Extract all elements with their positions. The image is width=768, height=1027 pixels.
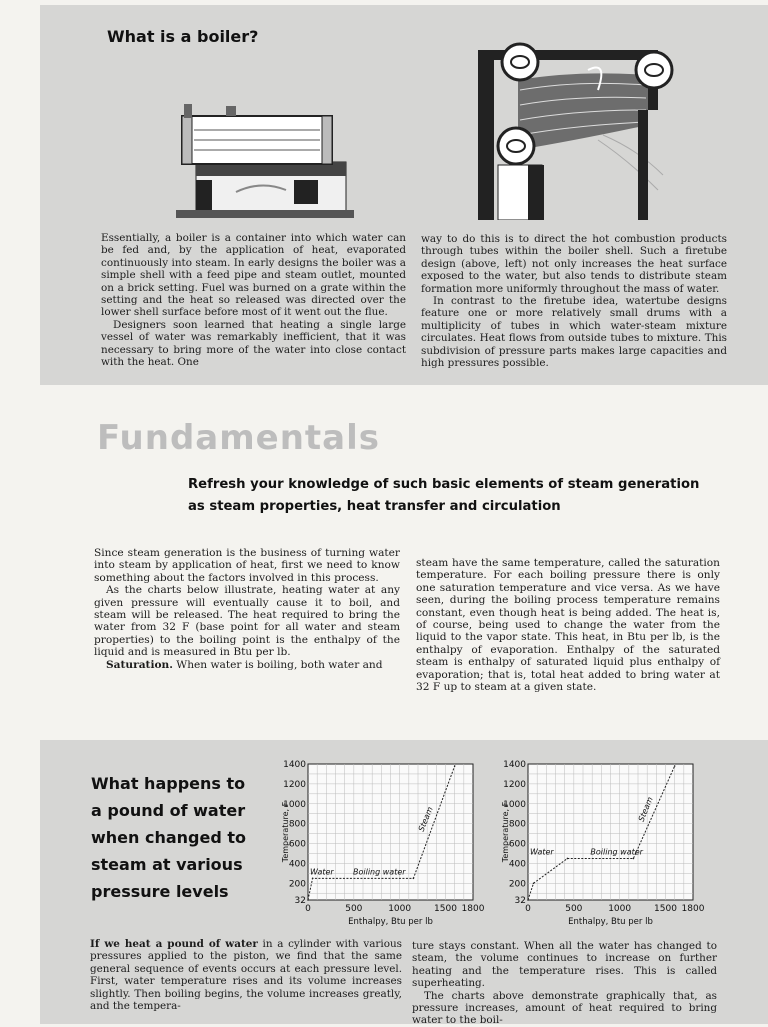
annotation-steam: Steam (416, 805, 435, 833)
paragraph: steam have the same temperature, called the saturation temperature. For each boiling pressure there is only one saturation temperature and vice versa. As we have seen, during the boiling process temperature remains constant, even though heat is being added. The heat is, of course, being used to change the water from the liquid to the vapor state. This heat, in Btu per lb, is the enthalpy of evaporation. Enthalpy of the saturated steam is enthalpy of saturated liquid plus enthalpy of evaporation; that is, total heat added to bring water at 32 F up to steam at a given state. (416, 557, 720, 694)
x-tick-label: 1000 (608, 904, 632, 914)
x-axis-label: Enthalpy, Btu per lb (348, 917, 433, 927)
fundamentals-title: Fundamentals (97, 418, 381, 458)
fundamentals-subtitle: Refresh your knowledge of such basic elements of steam generation as steam properties, heat transfer and circulation (188, 477, 700, 514)
paragraph: Essentially, a boiler is a container into which water can be fed and, by the application of heat, evaporated continuously into steam. In early designs the boiler was a simple shell with a feed pipe and steam outlet, mounted on a brick setting. Fuel was burned on a grate within the setting and the heat so released was directed over the lower shell surface before most of it went out the flue. (101, 232, 406, 319)
y-tick-label: 1400 (503, 760, 526, 770)
y-tick-label: 400 (288, 859, 306, 870)
x-tick-label: 1800 (461, 904, 485, 914)
y-tick-label: 400 (508, 859, 526, 870)
chart-pressure-2 (500, 758, 710, 928)
annotation-water: Water (310, 867, 334, 877)
boiler-heading: What is a boiler? (107, 27, 259, 46)
annotation-boiling-water: Boiling water (353, 867, 406, 877)
happens-heading: What happens to a pound of water when changed to steam at various pressure levels (91, 774, 247, 901)
x-tick-label: 1000 (388, 904, 412, 914)
data-point (413, 878, 415, 880)
y-tick-label: 800 (288, 819, 306, 830)
y-tick-label: 1000 (283, 799, 306, 810)
y-tick-label: 1200 (503, 779, 526, 790)
y-tick-label: 1400 (283, 760, 306, 770)
x-tick-label: 1500 (654, 904, 677, 914)
data-point (633, 858, 635, 860)
y-axis-label: Temperature, F (501, 801, 510, 863)
saturation-text: When water is boiling, both water and (172, 658, 383, 671)
fundamentals-text-right (416, 557, 720, 693)
paragraph: As the charts below illustrate, heating water at any given pressure will eventually cause it to boil, and steam will be released. The heat required to bring the water from 32 F (base point for all water and steam properties) to the boiling point is the enthalpy of the liquid and is measured in Btu per lb. (94, 584, 400, 659)
data-point (312, 878, 314, 880)
y-tick-label: 1000 (503, 799, 526, 810)
paragraph (90, 938, 402, 1012)
annotation-steam: Steam (636, 795, 655, 823)
y-tick-label: 1200 (283, 779, 306, 790)
paragraph: Designers soon learned that heating a single large vessel of water was remarkably inefficient, that it was necessary to bring more of the water into close contact with the heat. One (101, 318, 406, 369)
saturation-lead: Saturation. (106, 658, 173, 671)
happens-text-right (412, 940, 717, 1027)
watertube-boiler-illustration (478, 30, 678, 220)
x-tick-label: 500 (565, 904, 583, 914)
y-tick-label: 32 (514, 896, 526, 906)
data-point (533, 882, 535, 884)
x-tick-label: 1800 (681, 904, 705, 914)
y-tick-label: 200 (508, 879, 526, 890)
paragraph: Since steam generation is the business of turning water into steam by application of heat, first we need to know something about the factors involved in this process. (94, 547, 400, 584)
boiler-text-right (421, 233, 727, 369)
annotation-boiling-water: Boiling water (590, 847, 643, 857)
x-origin-label: 0 (305, 904, 311, 914)
paragraph: ture stays constant. When all the water has changed to steam, the volume continues to increase on further heating and the temperature rises. This is called superheating. (412, 940, 717, 990)
happens-text-left (90, 938, 402, 1012)
data-point (527, 899, 529, 901)
x-tick-label: 500 (345, 904, 363, 914)
y-tick-label: 600 (288, 839, 306, 850)
paragraph: way to do this is to direct the hot combustion products through tubes within the boiler shell. Such a firetube design (above, left) not only increases the heat surface exposed to the water, but also tends to distribute steam formation more uniformly throughout the mass of water. (421, 233, 727, 295)
y-axis-label: Temperature, F (281, 801, 290, 863)
paragraph: In contrast to the firetube idea, watertube designs feature one or more relatively small drums with a multiplicity of tubes in which water-steam mixture circulates. Heat flows from outside tubes to mixture. This subdivision of pressure parts makes large capacities and high pressures possible. (421, 295, 727, 370)
data-point (454, 765, 456, 767)
data-point (674, 765, 676, 767)
happens-lead: If we heat a pound of water (90, 938, 258, 950)
happens-left-text: in a cylinder with various pressures applied to the piston, we find that the same general sequence of events occurs at each pressure level. First, water temperature rises and its volume increases slightly. Then boiling begins, the volume increases greatly, and the tempera- (90, 938, 402, 1013)
y-tick-label: 600 (508, 839, 526, 850)
paragraph (94, 659, 400, 671)
x-origin-label: 0 (525, 904, 531, 914)
y-tick-label: 200 (288, 879, 306, 890)
y-tick-label: 800 (508, 819, 526, 830)
data-point (307, 899, 309, 901)
boiler-text-left (101, 232, 406, 368)
x-axis-label: Enthalpy, Btu per lb (568, 917, 653, 927)
paragraph: The charts above demonstrate graphically that, as pressure increases, amount of heat required to bring water to the boil- (412, 989, 717, 1027)
annotation-water: Water (530, 847, 554, 857)
x-tick-label: 1500 (434, 904, 457, 914)
fundamentals-text-left (94, 547, 400, 671)
chart-pressure-1 (280, 758, 485, 928)
firetube-boiler-illustration (176, 100, 356, 220)
data-point (567, 858, 569, 860)
y-tick-label: 32 (294, 896, 306, 906)
